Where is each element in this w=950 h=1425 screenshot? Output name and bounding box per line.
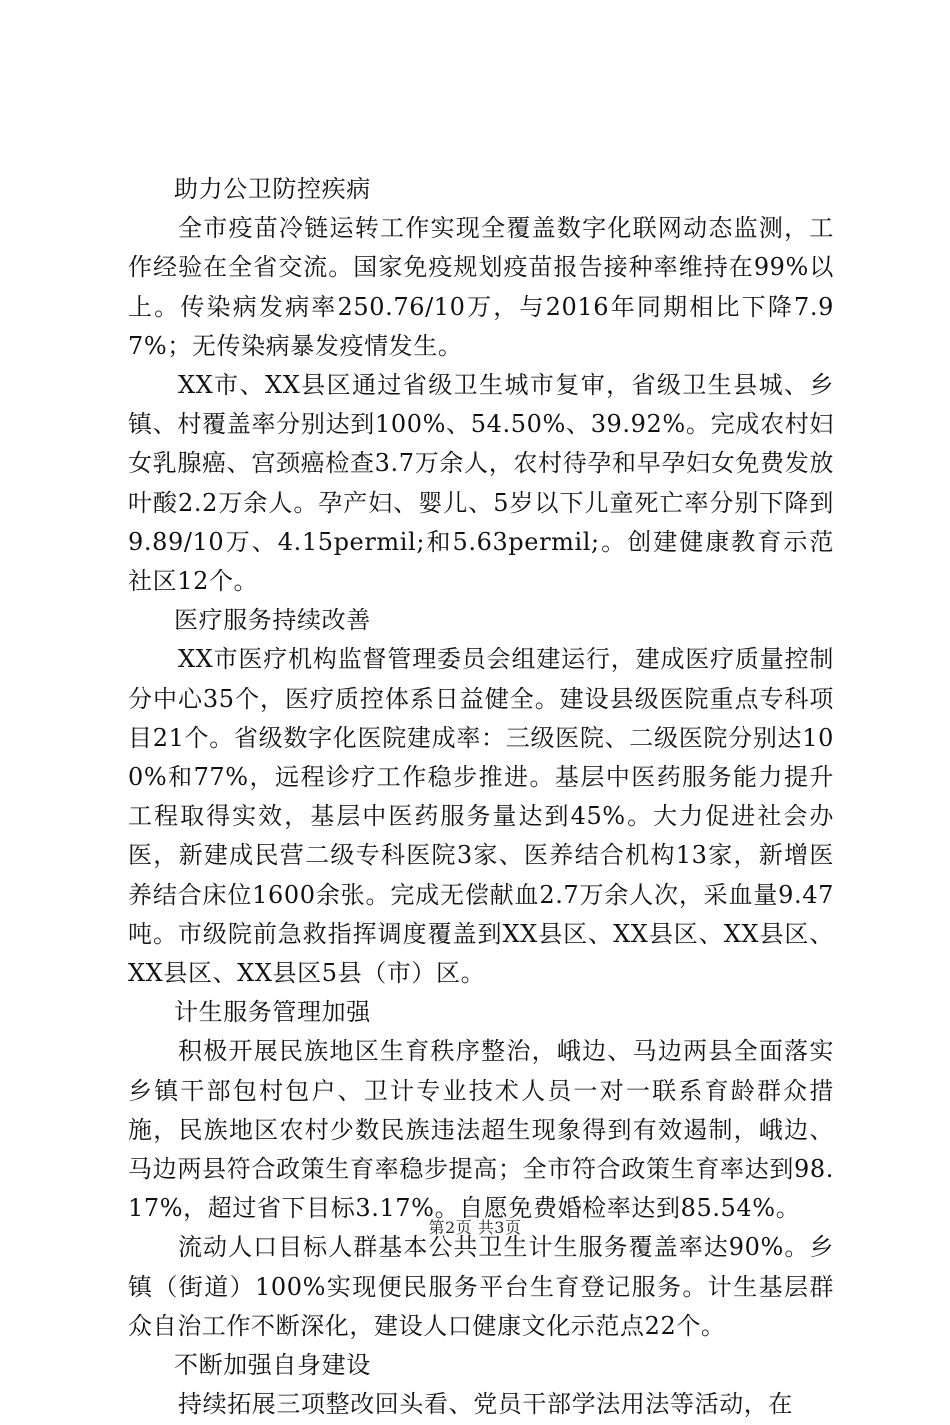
section-heading: 不断加强自身建设 bbox=[174, 1351, 371, 1380]
section-heading: 医疗服务持续改善 bbox=[174, 606, 371, 635]
body-paragraph: XX市、XX县区通过省级卫生城市复审，省级卫生县城、乡镇、村覆盖率分别达到100%、54.50%、39.92%。完成农村妇女乳腺癌、宫颈癌检查3.7万余人，农村待孕和早孕妇女免费发放叶酸2.2万余人。孕产妇、婴儿、5岁以下儿童死亡率分别下降到9.89/10万、4.15permil;和5.63permil;。创建健康教育示范社区12个。 bbox=[128, 371, 834, 596]
section-heading: 助力公卫防控疾病 bbox=[174, 175, 371, 203]
body-paragraph: 积极开展民族地区生育秩序整治，峨边、马边两县全面落实乡镇干部包村包户、卫计专业技术人员一对一联系育龄群众措施，民族地区农村少数民族违法超生现象得到有效遏制，峨边、马边两县符合政策生育率稳步提高；全市符合政策生育率达到98.17%，超过省下目标3.17%。自愿免费婚检率达到85.54%。 bbox=[128, 1037, 834, 1223]
page-footer: 第2页 共3页 bbox=[428, 1218, 522, 1237]
body-paragraph: 持续拓展三项整改回头看、党员干部学法用法等活动，在 bbox=[178, 1390, 793, 1419]
body-paragraph: XX市医疗机构监督管理委员会组建运行，建成医疗质量控制分中心35个，医疗质控体系日益健全。建设县级医院重点专科项目21个。省级数字化医院建成率：三级医院、二级医院分别达100%和77%，远程诊疗工作稳步推进。基层中医药服务能力提升工程取得实效，基层中医药服务量达到45%。大力促进社会办医，新建成民营二级专科医院3家、医养结合机构13家，新增医养结合床位1600余张。完成无偿献血2.7万余人次，采血量9.47吨。市级院前急救指挥调度覆盖到XX县区、XX县区、XX县区、XX县区、XX县区5县（市）区。 bbox=[128, 645, 834, 988]
body-paragraph: 流动人口目标人群基本公共卫生计生服务覆盖率达90%。乡镇（街道）100%实现便民服务平台生育登记服务。计生基层群众自治工作不断深化，建设人口健康文化示范点22个。 bbox=[128, 1233, 834, 1340]
body-paragraph: 全市疫苗冷链运转工作实现全覆盖数字化联网动态监测，工作经验在全省交流。国家免疫规划疫苗报告接种率维持在99%以上。传染病发病率250.76/10万，与2016年同期相比下降7.97%；无传染病暴发疫情发生。 bbox=[128, 214, 834, 360]
section-heading: 计生服务管理加强 bbox=[174, 998, 371, 1027]
